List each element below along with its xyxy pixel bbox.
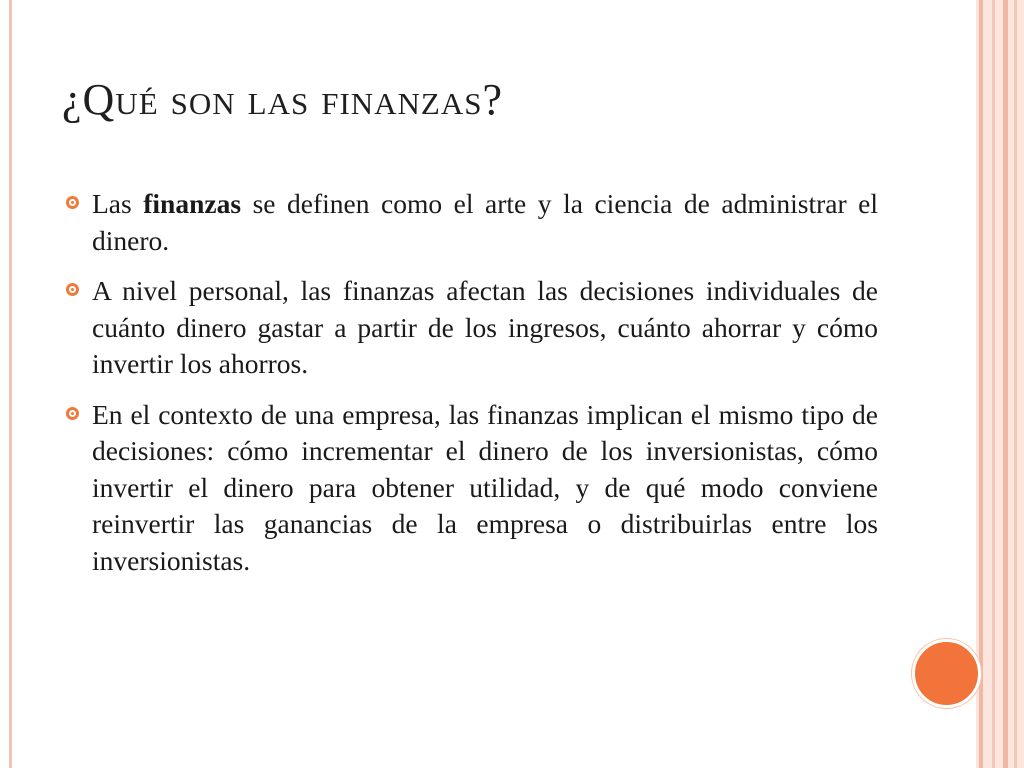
orange-circle-icon	[912, 639, 981, 708]
slide-title: ¿Qué son las finanzas?	[62, 75, 504, 124]
right-frame-stripe	[992, 0, 995, 768]
bullet-text-bold: finanzas	[143, 188, 242, 219]
bullet-list	[62, 186, 878, 593]
left-frame-line	[9, 0, 12, 768]
bullet-item	[62, 186, 878, 259]
bullet-item	[62, 273, 878, 383]
ring-bullet-icon	[66, 407, 79, 420]
bullet-text: En el contexto de una empresa, las finanzas implican el mismo tipo de decisiones: cómo incrementar el dinero de los inversionistas, cómo invertir el dinero para obtener utilidad, y de qué modo conviene reinvertir las ganancias de la empresa o distribuirlas entre los inversionistas.	[92, 398, 878, 576]
right-frame-stripe	[1014, 0, 1017, 768]
ring-bullet-icon	[66, 283, 79, 296]
right-frame-stripe	[1003, 0, 1008, 768]
right-frame-stripe	[979, 0, 983, 768]
bullet-text-prefix: Las	[92, 188, 144, 219]
bullet-item	[62, 397, 878, 580]
bullet-text-suffix: se definen como el arte y la ciencia de administrar el dinero.	[92, 188, 878, 256]
ring-bullet-icon	[66, 196, 79, 209]
bullet-text: A nivel personal, las finanzas afectan las decisiones individuales de cuánto dinero gastar a partir de los ingresos, cuánto ahorrar y cómo invertir los ahorros.	[92, 275, 878, 379]
